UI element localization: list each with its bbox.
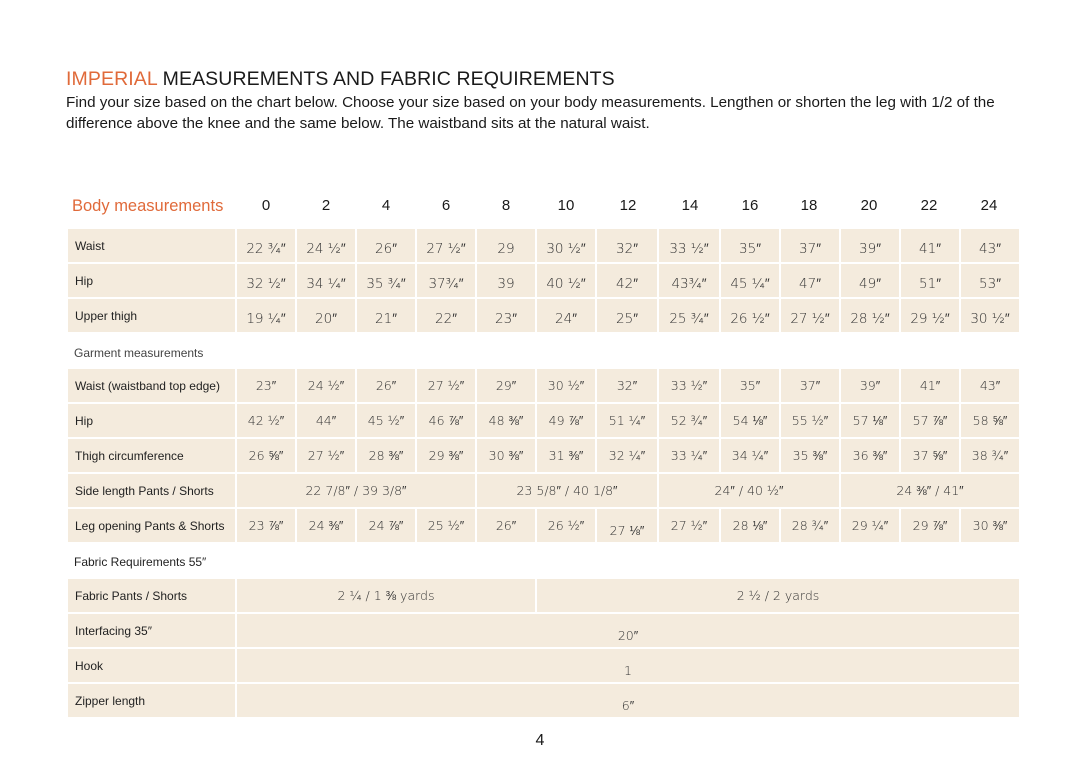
fabric-row-fabric xyxy=(66,579,1021,612)
group-cell: 2 ¼ / 1 ⅜ yards xyxy=(237,579,535,612)
group-cell: 22 7/8″ / 39 3/8″ xyxy=(237,474,475,507)
intro-text: Find your size based on the chart below. Choose your size based on your body measurements. Lengthen or shorten the leg with 1/2 of the difference above the knee and the same below. The waistband sits at the natural waist. xyxy=(66,94,995,132)
value-cell: 26 ½″ xyxy=(537,509,595,542)
value-cell: 21″ xyxy=(357,299,415,332)
value-cell: 57 ⅞″ xyxy=(901,404,959,437)
value-cell: 32 ½″ xyxy=(237,264,295,297)
value-cell: 30 ⅜″ xyxy=(961,509,1019,542)
value-cell: 24 ½″ xyxy=(297,229,355,262)
value-cell: 46 ⅞″ xyxy=(417,404,475,437)
size-16: 16 xyxy=(741,197,759,214)
value-cell: 23″ xyxy=(477,299,535,332)
value-cell: 42″ xyxy=(597,264,657,297)
value-cell: 22″ xyxy=(417,299,475,332)
fabric-row-hook xyxy=(66,649,1021,682)
value-cell: 52 ¾″ xyxy=(659,404,719,437)
value-cell: 23″ xyxy=(237,369,295,402)
value-cell: 32″ xyxy=(597,369,657,402)
value-cell: 29 ⅜″ xyxy=(417,439,475,472)
row-label: Interfacing 35″ xyxy=(68,614,235,647)
value-cell: 41″ xyxy=(901,369,959,402)
value-cell: 29 ½″ xyxy=(901,299,959,332)
row-label: Hip xyxy=(68,264,235,297)
value-cell: 26″ xyxy=(357,369,415,402)
body-row-hip xyxy=(66,264,1021,297)
value-cell: 26 ⅝″ xyxy=(237,439,295,472)
group-cell: 24″ / 40 ½″ xyxy=(659,474,839,507)
value-cell: 53″ xyxy=(961,264,1019,297)
value-cell: 48 ⅜″ xyxy=(477,404,535,437)
garment-row-side-length xyxy=(66,474,1021,507)
garment-row-waist xyxy=(66,369,1021,402)
row-label: Waist (waistband top edge) xyxy=(68,369,235,402)
size-0: 0 xyxy=(261,197,271,214)
size-10: 10 xyxy=(557,197,575,214)
value-cell: 20″ xyxy=(297,299,355,332)
size-14: 14 xyxy=(681,197,699,214)
group-cell: 24 ⅜″ / 41″ xyxy=(841,474,1019,507)
value-cell: 28 ⅛″ xyxy=(721,509,779,542)
size-24: 24 xyxy=(980,197,998,214)
size-2: 2 xyxy=(321,197,331,214)
value-cell: 49″ xyxy=(841,264,899,297)
value-cell: 33 ½″ xyxy=(659,229,719,262)
value-cell: 29 xyxy=(477,229,535,262)
body-row-upper-thigh xyxy=(66,299,1021,332)
group-cell: 2 ½ / 2 yards xyxy=(537,579,1019,612)
value-cell: 54 ⅛″ xyxy=(721,404,779,437)
fabric-row-interfacing xyxy=(66,614,1021,647)
value-cell: 30 ½″ xyxy=(537,369,595,402)
size-8: 8 xyxy=(501,197,511,214)
row-label: Hook xyxy=(68,649,235,682)
value-cell: 45 ½″ xyxy=(357,404,415,437)
row-label: Upper thigh xyxy=(68,299,235,332)
value-cell: 43¾″ xyxy=(659,264,719,297)
value-cell: 35″ xyxy=(721,229,779,262)
value-cell: 55 ½″ xyxy=(781,404,839,437)
value-cell: 41″ xyxy=(901,229,959,262)
value-cell: 29″ xyxy=(477,369,535,402)
span-cell: 20″ xyxy=(237,614,1019,647)
value-cell: 25 ¾″ xyxy=(659,299,719,332)
value-cell: 47″ xyxy=(781,264,839,297)
value-cell: 34 ¼″ xyxy=(297,264,355,297)
value-cell: 24 ½″ xyxy=(297,369,355,402)
garment-row-hip xyxy=(66,404,1021,437)
value-cell: 24 ⅜″ xyxy=(297,509,355,542)
value-cell: 34 ¼″ xyxy=(721,439,779,472)
page-number: 4 xyxy=(535,732,545,749)
value-cell: 25″ xyxy=(597,299,657,332)
size-6: 6 xyxy=(441,197,451,214)
garment-row-thigh-circumference xyxy=(66,439,1021,472)
value-cell: 44″ xyxy=(297,404,355,437)
value-cell: 28 ⅜″ xyxy=(357,439,415,472)
value-cell: 30 ⅜″ xyxy=(477,439,535,472)
value-cell: 27 ½″ xyxy=(297,439,355,472)
fabric-requirements-heading: Fabric Requirements 55″ xyxy=(74,555,207,569)
value-cell: 26″ xyxy=(477,509,535,542)
value-cell: 32 ¼″ xyxy=(597,439,657,472)
value-cell: 26 ½″ xyxy=(721,299,779,332)
body-measurements-heading: Body measurements xyxy=(72,197,224,215)
value-cell: 25 ½″ xyxy=(417,509,475,542)
row-label: Side length Pants / Shorts xyxy=(68,474,235,507)
value-cell: 40 ½″ xyxy=(537,264,595,297)
value-cell: 35 ¾″ xyxy=(357,264,415,297)
value-cell: 27 ½″ xyxy=(781,299,839,332)
span-cell: 6″ xyxy=(237,684,1019,717)
sizes-header xyxy=(66,192,1021,220)
value-cell: 51″ xyxy=(901,264,959,297)
value-cell: 19 ¼″ xyxy=(237,299,295,332)
size-4: 4 xyxy=(381,197,391,214)
value-cell: 37¾″ xyxy=(417,264,475,297)
value-cell: 38 ¾″ xyxy=(961,439,1019,472)
value-cell: 27 ⅛″ xyxy=(597,509,657,542)
row-label: Fabric Pants / Shorts xyxy=(68,579,235,612)
value-cell: 39″ xyxy=(841,369,899,402)
size-18: 18 xyxy=(800,197,818,214)
value-cell: 27 ½″ xyxy=(659,509,719,542)
value-cell: 27 ½″ xyxy=(417,229,475,262)
row-label: Zipper length xyxy=(68,684,235,717)
fabric-row-zipper xyxy=(66,684,1021,717)
value-cell: 27 ½″ xyxy=(417,369,475,402)
body-row-waist xyxy=(66,229,1021,262)
title-rest: MEASUREMENTS AND FABRIC REQUIREMENTS xyxy=(157,68,615,90)
value-cell: 26″ xyxy=(357,229,415,262)
value-cell: 30 ½″ xyxy=(961,299,1019,332)
garment-measurements-heading: Garment measurements xyxy=(74,346,204,360)
value-cell: 35″ xyxy=(721,369,779,402)
row-label: Thigh circumference xyxy=(68,439,235,472)
row-label: Leg opening Pants & Shorts xyxy=(68,509,235,542)
group-cell: 23 5/8″ / 40 1/8″ xyxy=(477,474,657,507)
value-cell: 33 ¼″ xyxy=(659,439,719,472)
value-cell: 28 ½″ xyxy=(841,299,899,332)
garment-row-leg-opening xyxy=(66,509,1021,542)
value-cell: 39 xyxy=(477,264,535,297)
value-cell: 36 ⅜″ xyxy=(841,439,899,472)
value-cell: 42 ½″ xyxy=(237,404,295,437)
row-label: Hip xyxy=(68,404,235,437)
span-cell: 1 xyxy=(237,649,1019,682)
value-cell: 22 ¾″ xyxy=(237,229,295,262)
value-cell: 51 ¼″ xyxy=(597,404,657,437)
value-cell: 43″ xyxy=(961,369,1019,402)
value-cell: 24″ xyxy=(537,299,595,332)
value-cell: 31 ⅜″ xyxy=(537,439,595,472)
value-cell: 37″ xyxy=(781,369,839,402)
size-12: 12 xyxy=(619,197,637,214)
value-cell: 29 ⅞″ xyxy=(901,509,959,542)
value-cell: 43″ xyxy=(961,229,1019,262)
title-accent: IMPERIAL xyxy=(66,68,158,90)
value-cell: 49 ⅞″ xyxy=(537,404,595,437)
row-label: Waist xyxy=(68,229,235,262)
value-cell: 30 ½″ xyxy=(537,229,595,262)
size-20: 20 xyxy=(860,197,878,214)
value-cell: 39″ xyxy=(841,229,899,262)
value-cell: 29 ¼″ xyxy=(841,509,899,542)
value-cell: 37″ xyxy=(781,229,839,262)
value-cell: 58 ⅝″ xyxy=(961,404,1019,437)
value-cell: 32″ xyxy=(597,229,657,262)
value-cell: 35 ⅜″ xyxy=(781,439,839,472)
value-cell: 33 ½″ xyxy=(659,369,719,402)
value-cell: 57 ⅛″ xyxy=(841,404,899,437)
value-cell: 37 ⅝″ xyxy=(901,439,959,472)
value-cell: 28 ¾″ xyxy=(781,509,839,542)
value-cell: 23 ⅞″ xyxy=(237,509,295,542)
value-cell: 24 ⅞″ xyxy=(357,509,415,542)
page-title xyxy=(66,68,615,91)
size-22: 22 xyxy=(920,197,938,214)
value-cell: 45 ¼″ xyxy=(721,264,779,297)
